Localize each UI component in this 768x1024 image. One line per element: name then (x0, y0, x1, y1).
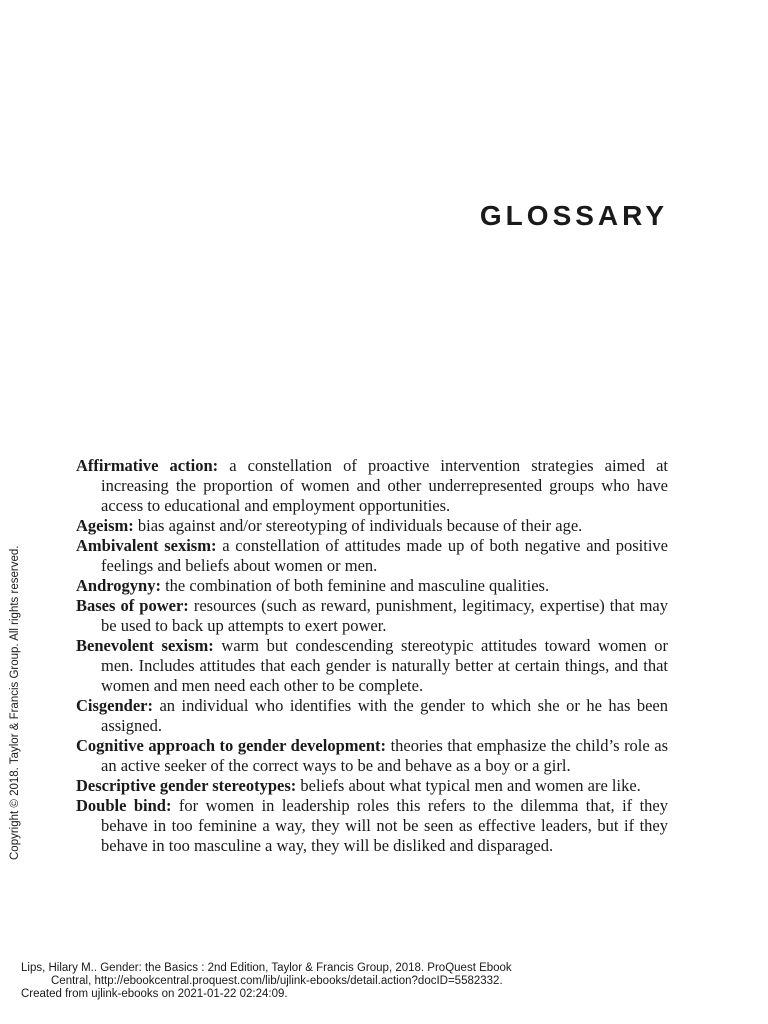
glossary-term: Affirmative action: (76, 456, 219, 475)
glossary-list (76, 456, 668, 856)
glossary-definition: theories that emphasize the child’s role as an active seeker of the correct ways to be and behave as a boy or a girl. (101, 736, 669, 775)
glossary-definition: the combination of both feminine and masculine qualities. (165, 576, 550, 595)
page-title: GLOSSARY (479, 200, 668, 231)
glossary-entry-ambivalent-sexism (76, 536, 668, 576)
glossary-definition: warm but condescending stereotypic attitudes toward women or men. Includes attitudes that each gender is naturally better at certain things, and that women and men need each other to be complete. (101, 636, 668, 695)
footer-citation-line: Lips, Hilary M.. Gender: the Basics : 2nd Edition, Taylor & Francis Group, 2018. ProQuest Ebook (21, 962, 512, 974)
citation-footer (21, 962, 741, 1001)
glossary-definition: a constellation of attitudes made up of both negative and positive feelings and beliefs about women or men. (101, 536, 668, 575)
glossary-definition: an individual who identifies with the gender to which she or he has been assigned. (101, 696, 669, 735)
glossary-term: Ambivalent sexism: (76, 536, 217, 555)
glossary-term: Ageism: (76, 516, 134, 535)
glossary-definition: a constellation of proactive intervention strategies aimed at increasing the proportion of women and other underrepresented groups who have access to educational and employment opportunities. (101, 456, 668, 515)
glossary-entry-double-bind (76, 796, 668, 856)
glossary-entry-cisgender (76, 696, 668, 736)
glossary-term: Benevolent sexism: (76, 636, 214, 655)
glossary-term: Bases of power: (76, 596, 189, 615)
glossary-entry-descriptive-stereotypes (76, 776, 668, 796)
glossary-entry-cognitive-approach (76, 736, 668, 776)
glossary-term: Double bind: (76, 796, 172, 815)
glossary-definition: beliefs about what typical men and women are like. (300, 776, 641, 795)
glossary-definition: for women in leadership roles this refers to the dilemma that, if they behave in too feminine a way, they will not be seen as effective leaders, but if they behave in too masculine a way, they will be disliked and disparaged. (101, 796, 669, 855)
glossary-term: Cognitive approach to gender development: (76, 736, 386, 755)
footer-created-line: Created from ujlink-ebooks on 2021-01-22 02:24:09. (21, 988, 288, 1000)
glossary-term: Descriptive gender stereotypes: (76, 776, 297, 795)
glossary-entry-androgyny (76, 576, 668, 596)
glossary-entry-ageism (76, 516, 668, 536)
glossary-definition: resources (such as reward, punishment, legitimacy, expertise) that may be used to back up attempts to exert power. (101, 596, 669, 635)
footer-url-line: Central, http://ebookcentral.proquest.com/lib/ujlink-ebooks/detail.action?docID=5582332. (51, 975, 503, 987)
glossary-definition: bias against and/or stereotyping of individuals because of their age. (137, 516, 583, 535)
glossary-term: Cisgender: (76, 696, 153, 715)
glossary-term: Androgyny: (76, 576, 161, 595)
glossary-entry-benevolent-sexism (76, 636, 668, 696)
copyright-notice: Copyright © 2018. Taylor & Francis Group. All rights reserved. (9, 545, 21, 860)
glossary-entry-affirmative-action (76, 456, 668, 516)
glossary-entry-bases-of-power (76, 596, 668, 636)
